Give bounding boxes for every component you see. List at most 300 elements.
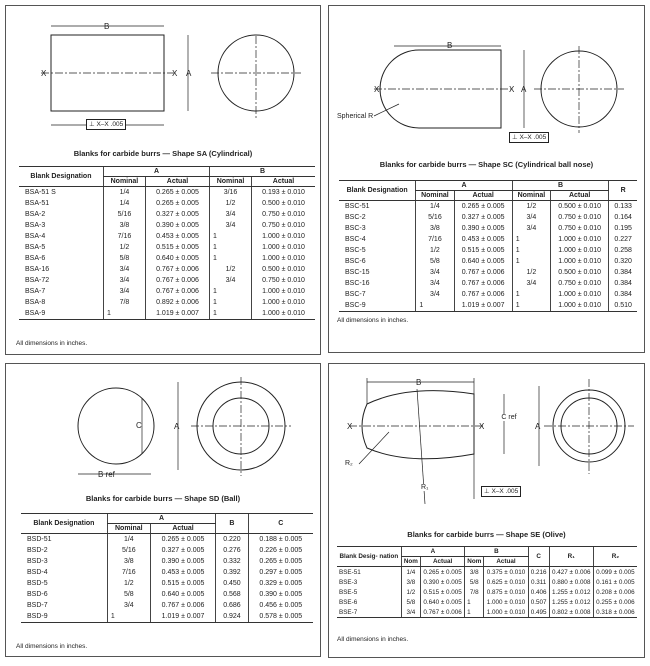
table-cell: 0.216	[528, 567, 549, 578]
label-c-ref: C ref	[499, 414, 519, 421]
table-cell: 0.767 ± 0.006	[454, 278, 512, 289]
diagram-shape-sd	[6, 364, 322, 489]
table-row	[21, 611, 313, 623]
cell-designation: BSC-6	[345, 258, 366, 265]
table-cell: 0.767 ± 0.006	[145, 275, 209, 286]
table-cell: 1/2	[512, 267, 550, 278]
cell-designation: BSD-7	[27, 602, 48, 609]
table-row	[21, 534, 313, 546]
cell-designation: BSA-6	[25, 255, 46, 262]
table-cell: 3/4	[416, 289, 454, 300]
table-row	[337, 577, 637, 587]
table-cell: 1	[210, 231, 252, 242]
col-b-nominal: Nominal	[210, 177, 252, 187]
table-cell: 0.390 ± 0.005	[150, 556, 216, 567]
cell-designation: BSD-6	[27, 591, 48, 598]
table-cell: 3/4	[210, 275, 252, 286]
table-cell: 0.625 ± 0.010	[484, 577, 528, 587]
table-cell: 0.390 ± 0.005	[421, 577, 465, 587]
table-cell: 0.515 ± 0.005	[454, 245, 512, 256]
table-cell: 0.390 ± 0.005	[145, 220, 209, 231]
table-cell: 3/4	[416, 267, 454, 278]
table-cell: 0.450	[216, 578, 248, 589]
table-shape-se	[337, 546, 637, 618]
table-cell: 7/8	[103, 297, 145, 308]
table-cell: 0.500 ± 0.010	[551, 201, 609, 213]
table-cell: 0.255 ± 0.006	[593, 597, 637, 607]
table-cell: 0.227	[609, 234, 637, 245]
col-a: A	[107, 514, 215, 524]
table-shape-sc	[339, 180, 637, 312]
table-cell: 0.767 ± 0.006	[145, 286, 209, 297]
table-cell: 0.453 ± 0.005	[454, 234, 512, 245]
col-a-nominal: Nominal	[103, 177, 145, 187]
table-cell: 1.000 ± 0.010	[252, 286, 315, 297]
table-cell: 1	[210, 297, 252, 308]
table-cell: 1/4	[103, 187, 145, 199]
table-cell: 0.640 ± 0.005	[150, 589, 216, 600]
table-cell: 0.568	[216, 589, 248, 600]
table-cell: 0.327 ± 0.005	[454, 212, 512, 223]
col-b: B	[216, 514, 248, 534]
table-cell: 1	[210, 242, 252, 253]
table-cell: 0.327 ± 0.005	[145, 209, 209, 220]
table-cell: 3/8	[401, 577, 420, 587]
table-cell: 0.164	[609, 212, 637, 223]
cell-designation: BSC-9	[339, 300, 416, 312]
table-cell: 0.161 ± 0.005	[593, 577, 637, 587]
cell-designation: BSC-3	[345, 225, 366, 232]
table-row	[19, 275, 315, 286]
table-cell: 3/4	[401, 607, 420, 618]
cell-designation: BSD-4	[27, 569, 48, 576]
table-cell: 0.133	[609, 201, 637, 213]
table-cell: 0.453 ± 0.005	[150, 567, 216, 578]
col-b-actual: Actual	[484, 557, 528, 567]
label-b: B	[447, 41, 453, 50]
table-cell: 5/8	[107, 589, 150, 600]
table-cell: 0.276	[216, 545, 248, 556]
diagram-shape-sa	[6, 6, 322, 146]
table-cell: 1	[210, 253, 252, 264]
table-cell: 3/4	[512, 212, 550, 223]
col-a-actual: Actual	[454, 191, 512, 201]
table-cell: 3/4	[512, 278, 550, 289]
table-body	[337, 567, 637, 618]
table-cell: 0.507	[528, 597, 549, 607]
table-cell: 0.195	[609, 223, 637, 234]
table-cell: 1/2	[107, 578, 150, 589]
table-cell: 5/16	[416, 212, 454, 223]
cell-designation: BSE-7	[337, 607, 401, 618]
table-cell: 7/16	[103, 231, 145, 242]
cell-designation: BSA-16	[25, 266, 50, 273]
table-cell: 0.640 ± 0.005	[145, 253, 209, 264]
table-cell: 0.750 ± 0.010	[551, 223, 609, 234]
cell-designation: BSD-51	[27, 536, 52, 543]
table-body	[21, 534, 313, 623]
table-cell: 7/16	[416, 234, 454, 245]
col-r2: R₂	[593, 547, 637, 567]
table-cell: 1.019 ± 0.007	[454, 300, 512, 312]
table-row	[337, 587, 637, 597]
table-cell: 1	[465, 607, 484, 618]
table-row	[21, 578, 313, 589]
table-cell: 0.188 ± 0.005	[248, 534, 313, 546]
panel-shape-sd	[5, 363, 321, 657]
table-cell: 0.265 ± 0.005	[421, 567, 465, 578]
table-cell: 1.000 ± 0.010	[484, 597, 528, 607]
table-cell: 1.000 ± 0.010	[551, 234, 609, 245]
table-cell: 1	[465, 597, 484, 607]
table-cell: 0.329 ± 0.005	[248, 578, 313, 589]
table-row	[337, 567, 637, 578]
col-b-nominal: Nominal	[512, 191, 550, 201]
col-designation: Blank Designation	[339, 181, 416, 201]
table-cell: 0.515 ± 0.005	[145, 242, 209, 253]
table-cell: 1.000 ± 0.010	[551, 300, 609, 312]
table-cell: 3/4	[103, 275, 145, 286]
table-cell: 1.000 ± 0.010	[252, 231, 315, 242]
dimensions-note: All dimensions in inches.	[16, 643, 88, 650]
table-cell: 0.578 ± 0.005	[248, 611, 313, 623]
table-cell: 1.255 ± 0.012	[549, 597, 593, 607]
col-a: A	[401, 547, 464, 557]
table-cell: 1	[512, 300, 550, 312]
table-row	[21, 567, 313, 578]
table-cell: 0.767 ± 0.006	[150, 600, 216, 611]
table-row	[339, 300, 637, 312]
table-cell: 5/16	[103, 209, 145, 220]
table-row	[19, 308, 315, 320]
label-c: C	[136, 421, 142, 430]
col-b-actual: Actual	[551, 191, 609, 201]
label-a: A	[535, 422, 541, 431]
table-cell: 1.019 ± 0.007	[145, 308, 209, 320]
table-row	[339, 201, 637, 213]
col-a-actual: Actual	[421, 557, 465, 567]
label-b: B	[104, 22, 110, 31]
cell-designation: BSC-51	[345, 203, 370, 210]
col-b: B	[512, 181, 608, 191]
cell-designation: BSD-9	[21, 611, 107, 623]
table-row	[339, 234, 637, 245]
panel-shape-se	[328, 363, 645, 658]
table-cell: 1.000 ± 0.010	[252, 297, 315, 308]
table-cell: 0.384	[609, 278, 637, 289]
table-title: Blanks for carbide burrs — Shape SC (Cylindrical ball nose)	[379, 160, 594, 169]
table-cell: 0.265 ± 0.005	[454, 201, 512, 213]
table-cell: 0.320	[609, 256, 637, 267]
table-cell: 0.384	[609, 289, 637, 300]
col-designation: Blank Desig- nation	[337, 547, 401, 567]
label-x-left: X	[347, 422, 353, 431]
table-cell: 0.265 ± 0.005	[145, 187, 209, 199]
col-b: B	[465, 547, 528, 557]
table-cell: 1.255 ± 0.012	[549, 587, 593, 597]
label-x-right: X	[172, 69, 178, 78]
table-cell: 0.384	[609, 267, 637, 278]
table-cell: 5/8	[465, 577, 484, 587]
table-cell: 1/2	[210, 198, 252, 209]
label-spherical-r: Spherical R	[337, 113, 374, 120]
cell-designation: BSE-51	[339, 568, 361, 576]
table-cell: 0.515 ± 0.005	[421, 587, 465, 597]
cell-designation: BSC-15	[345, 269, 370, 276]
cell-designation: BSA-2	[25, 211, 46, 218]
col-a-nominal: Nominal	[107, 524, 150, 534]
col-designation: Blank Designation	[19, 167, 103, 187]
table-cell: 5/16	[107, 545, 150, 556]
table-cell: 0.208 ± 0.006	[593, 587, 637, 597]
table-cell: 1.000 ± 0.010	[551, 289, 609, 300]
table-cell: 3/4	[512, 223, 550, 234]
label-x-right: X	[509, 85, 515, 94]
table-cell: 0.375 ± 0.010	[484, 567, 528, 578]
cell-designation: BSA-72	[25, 277, 50, 284]
table-row	[339, 245, 637, 256]
table-cell: 0.767 ± 0.006	[454, 289, 512, 300]
table-row	[21, 545, 313, 556]
table-cell: 0.392	[216, 567, 248, 578]
cell-designation: BSA-8	[25, 299, 46, 306]
table-cell: 1.019 ± 0.007	[150, 611, 216, 623]
table-cell: 1	[512, 289, 550, 300]
cell-designation: BSD-5	[27, 580, 48, 587]
table-cell: 0.875 ± 0.010	[484, 587, 528, 597]
table-cell: 0.297 ± 0.005	[248, 567, 313, 578]
table-cell: 1/4	[416, 201, 454, 213]
table-row	[339, 289, 637, 300]
table-cell: 7/16	[107, 567, 150, 578]
table-cell: 0.750 ± 0.010	[252, 275, 315, 286]
table-cell: 1/2	[512, 201, 550, 213]
table-title: Blanks for carbide burrs — Shape SD (Ball)	[85, 494, 241, 503]
table-cell: 3/4	[416, 278, 454, 289]
table-row	[19, 242, 315, 253]
col-b: B	[210, 167, 315, 177]
table-row	[19, 220, 315, 231]
table-cell: 1/4	[107, 534, 150, 546]
table-cell: 1	[210, 308, 252, 320]
table-cell: 1.000 ± 0.010	[252, 253, 315, 264]
label-b: B	[416, 378, 422, 387]
table-title: Blanks for carbide burrs — Shape SA (Cylindrical)	[73, 149, 253, 158]
col-r: R	[609, 181, 637, 201]
table-cell: 0.750 ± 0.010	[252, 220, 315, 231]
table-cell: 5/8	[103, 253, 145, 264]
cell-designation: BSA-9	[19, 308, 103, 320]
table-shape-sa	[19, 166, 315, 320]
label-a: A	[521, 85, 527, 94]
tolerance-label: ⊥ X–X .005	[509, 132, 549, 143]
col-a-actual: Actual	[150, 524, 216, 534]
table-cell: 0.515 ± 0.005	[150, 578, 216, 589]
label-x-right: X	[479, 422, 485, 431]
cell-designation: BSE-5	[339, 588, 358, 596]
table-cell: 1	[103, 308, 145, 320]
col-b-nominal: Nom	[465, 557, 484, 567]
table-body	[19, 187, 315, 320]
cell-designation: BSA-51	[25, 200, 50, 207]
dimensions-note: All dimensions in inches.	[337, 636, 409, 643]
table-cell: 1	[512, 234, 550, 245]
cell-designation: BSA-51 S	[25, 189, 56, 196]
label-r2: R₂	[345, 460, 353, 467]
table-cell: 0.226 ± 0.005	[248, 545, 313, 556]
table-cell: 3/4	[103, 286, 145, 297]
tolerance-label: ⊥ X–X .005	[86, 119, 126, 130]
dimensions-note: All dimensions in inches.	[337, 317, 409, 324]
table-title: Blanks for carbide burrs — Shape SE (Olive)	[407, 530, 566, 539]
table-cell: 3/8	[416, 223, 454, 234]
cell-designation: BSC-5	[345, 247, 366, 254]
table-cell: 0.750 ± 0.010	[252, 209, 315, 220]
label-x-left: X	[41, 69, 47, 78]
table-cell: 1	[107, 611, 150, 623]
table-cell: 0.802 ± 0.008	[549, 607, 593, 618]
table-cell: 0.892 ± 0.006	[145, 297, 209, 308]
label-a: A	[174, 422, 180, 431]
table-cell: 3/4	[103, 264, 145, 275]
cell-designation: BSA-3	[25, 222, 46, 229]
label-b-ref: B ref	[98, 470, 115, 479]
table-cell: 0.327 ± 0.005	[150, 545, 216, 556]
table-row	[19, 264, 315, 275]
table-cell: 0.193 ± 0.010	[252, 187, 315, 199]
table-cell: 0.311	[528, 577, 549, 587]
table-cell: 0.767 ± 0.006	[421, 607, 465, 618]
col-a-nominal: Nominal	[416, 191, 454, 201]
table-cell: 0.924	[216, 611, 248, 623]
table-cell: 0.500 ± 0.010	[252, 198, 315, 209]
cell-designation: BSC-2	[345, 214, 366, 221]
table-row	[339, 212, 637, 223]
label-a: A	[186, 69, 192, 78]
table-cell: 1	[512, 245, 550, 256]
table-row	[339, 256, 637, 267]
col-a: A	[416, 181, 512, 191]
table-cell: 0.258	[609, 245, 637, 256]
table-row	[337, 597, 637, 607]
table-cell: 5/8	[401, 597, 420, 607]
table-cell: 1/4	[401, 567, 420, 578]
table-cell: 3/4	[210, 209, 252, 220]
col-c: C	[248, 514, 313, 534]
table-cell: 3/8	[465, 567, 484, 578]
table-cell: 3/8	[107, 556, 150, 567]
table-row	[19, 209, 315, 220]
table-body	[339, 201, 637, 312]
table-row	[337, 607, 637, 618]
table-cell: 7/8	[465, 587, 484, 597]
label-x-left: X	[374, 85, 380, 94]
table-row	[21, 600, 313, 611]
table-cell: 3/4	[210, 220, 252, 231]
table-cell: 0.265 ± 0.005	[150, 534, 216, 546]
table-cell: 0.427 ± 0.006	[549, 567, 593, 578]
table-row	[339, 267, 637, 278]
table-cell: 0.390 ± 0.005	[248, 589, 313, 600]
cell-designation: BSC-7	[345, 291, 366, 298]
table-cell: 1.000 ± 0.010	[484, 607, 528, 618]
table-cell: 0.750 ± 0.010	[551, 278, 609, 289]
table-cell: 0.390 ± 0.005	[454, 223, 512, 234]
table-cell: 0.453 ± 0.005	[145, 231, 209, 242]
diagram-shape-sc	[329, 6, 646, 151]
table-cell: 1	[210, 286, 252, 297]
table-cell: 1/2	[416, 245, 454, 256]
cell-designation: BSD-3	[27, 558, 48, 565]
tolerance-label: ⊥ X–X .005	[481, 486, 521, 497]
table-cell: 0.332	[216, 556, 248, 567]
table-cell: 0.500 ± 0.010	[252, 264, 315, 275]
table-cell: 1/2	[103, 242, 145, 253]
col-a-actual: Actual	[145, 177, 209, 187]
table-row	[339, 278, 637, 289]
table-cell: 0.640 ± 0.005	[421, 597, 465, 607]
table-row	[19, 231, 315, 242]
table-cell: 0.495	[528, 607, 549, 618]
table-row	[19, 198, 315, 209]
table-cell: 1.000 ± 0.010	[252, 242, 315, 253]
dimensions-note: All dimensions in inches.	[16, 340, 88, 347]
panel-shape-sc	[328, 5, 645, 353]
diagram-shape-se	[329, 364, 646, 524]
cell-designation: BSA-4	[25, 233, 46, 240]
table-cell: 0.406	[528, 587, 549, 597]
table-cell: 1/2	[210, 264, 252, 275]
table-cell: 0.500 ± 0.010	[551, 267, 609, 278]
table-cell: 3/16	[210, 187, 252, 199]
table-row	[339, 223, 637, 234]
table-cell: 0.265 ± 0.005	[248, 556, 313, 567]
panel-shape-sa	[5, 5, 321, 355]
cell-designation: BSA-5	[25, 244, 46, 251]
label-r1: R₁	[421, 484, 429, 491]
table-cell: 0.767 ± 0.006	[454, 267, 512, 278]
table-cell: 1.000 ± 0.010	[252, 308, 315, 320]
table-row	[21, 556, 313, 567]
cell-designation: BSC-16	[345, 280, 370, 287]
col-a: A	[103, 167, 209, 177]
table-cell: 1/4	[103, 198, 145, 209]
table-cell: 0.456 ± 0.005	[248, 600, 313, 611]
col-b-actual: Actual	[252, 177, 315, 187]
table-row	[19, 187, 315, 199]
table-cell: 5/8	[416, 256, 454, 267]
table-cell: 0.686	[216, 600, 248, 611]
table-cell: 1	[512, 256, 550, 267]
table-row	[19, 297, 315, 308]
cell-designation: BSA-7	[25, 288, 46, 295]
table-row	[21, 589, 313, 600]
col-r1: R₁	[549, 547, 593, 567]
table-cell: 1/2	[401, 587, 420, 597]
table-row	[19, 286, 315, 297]
table-cell: 0.880 ± 0.008	[549, 577, 593, 587]
table-cell: 0.318 ± 0.006	[593, 607, 637, 618]
table-cell: 0.099 ± 0.005	[593, 567, 637, 578]
table-row	[19, 253, 315, 264]
table-shape-sd	[21, 513, 313, 623]
table-cell: 0.510	[609, 300, 637, 312]
table-cell: 0.220	[216, 534, 248, 546]
table-cell: 1.000 ± 0.010	[551, 245, 609, 256]
table-cell: 0.750 ± 0.010	[551, 212, 609, 223]
cell-designation: BSE-6	[339, 598, 358, 606]
col-a-nominal: Nom	[401, 557, 420, 567]
